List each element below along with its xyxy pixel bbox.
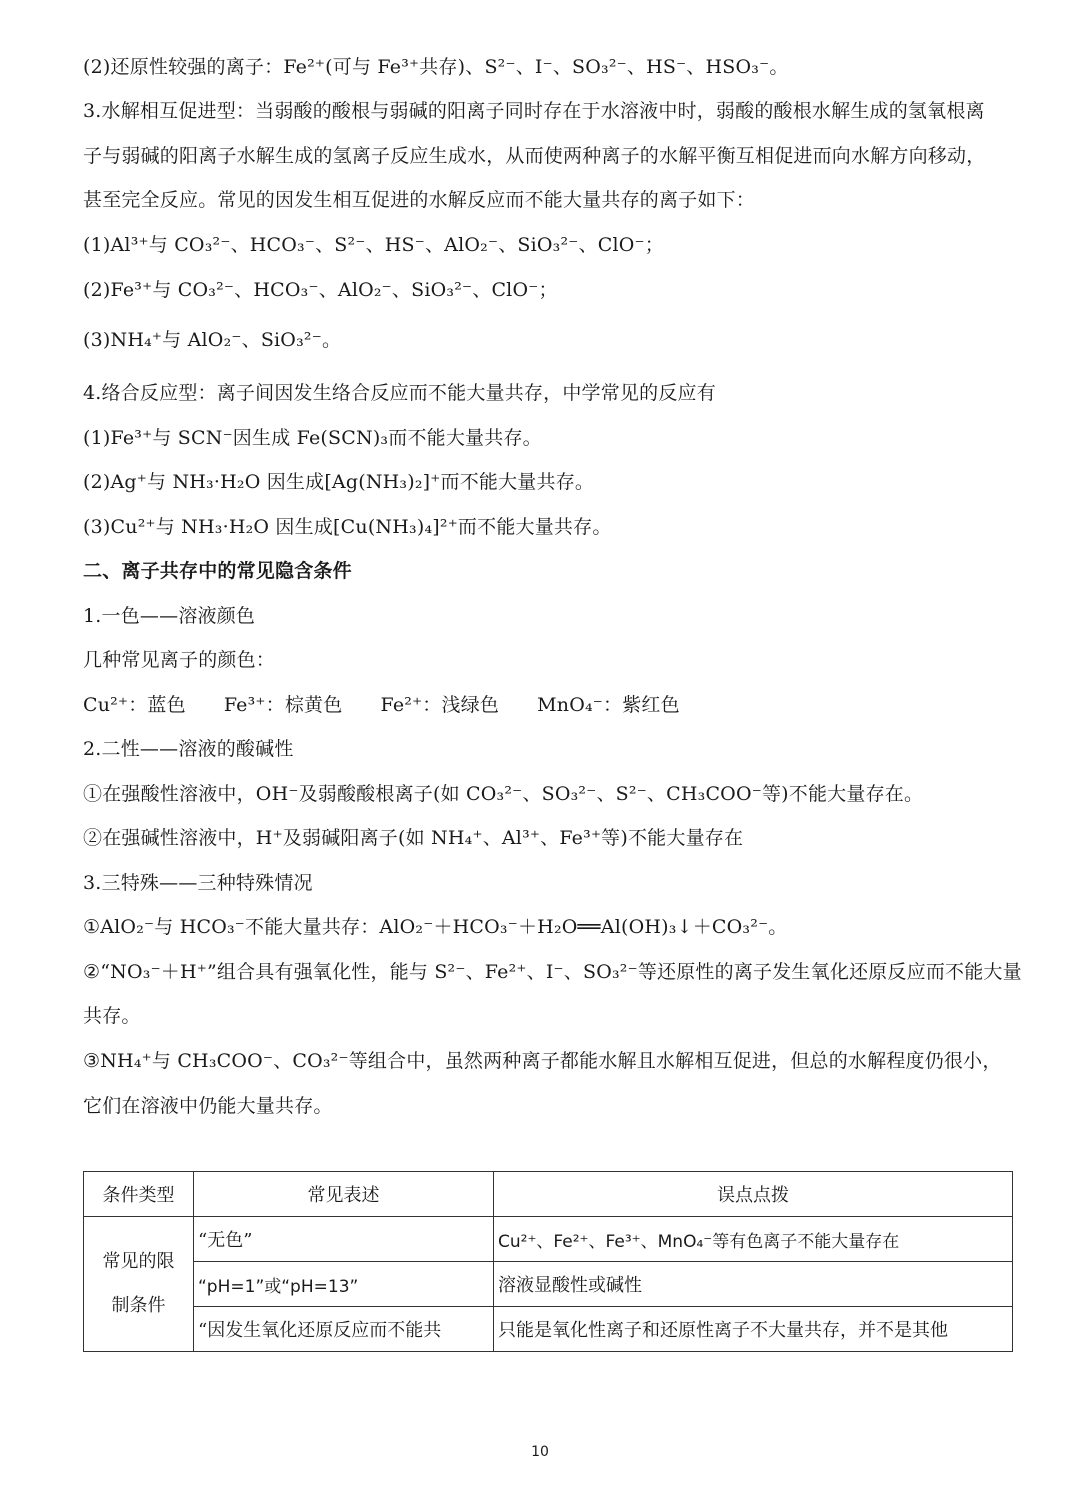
paragraph-line: 3.三特殊——三种特殊情况 (83, 872, 313, 894)
paragraph-line: 它们在溶液中仍能大量共存。 (83, 1095, 333, 1117)
paragraph-line: (2)Ag⁺与 NH₃·H₂O 因生成[Ag(NH₃)₂]⁺而不能大量共存。 (83, 471, 595, 493)
table-cell-expression: “无色” (194, 1217, 494, 1262)
paragraph-line: ①在强酸性溶液中，OH⁻及弱酸酸根离子(如 CO₃²⁻、SO₃²⁻、S²⁻、CH₃COO⁻等)不能大量存在。 (83, 783, 924, 805)
table-cell-expression: “pH=1”或“pH=13” (194, 1262, 494, 1307)
ion-color-fe2: Fe²⁺：浅绿色 (380, 694, 500, 716)
table-cell-expression: “因发生氧化还原反应而不能共 (194, 1307, 494, 1352)
conditions-table (83, 1171, 1013, 1352)
ion-colors-line (83, 692, 1013, 718)
paragraph-line: ②“NO₃⁻＋H⁺”组合具有强氧化性，能与 S²⁻、Fe²⁺、I⁻、SO₃²⁻等还原性的离子发生氧化还原反应而不能大量 (83, 961, 1022, 983)
paragraph-line: 甚至完全反应。常见的因发生相互促进的水解反应而不能大量共存的离子如下： (83, 189, 756, 211)
paragraph-line: 共存。 (83, 1005, 141, 1027)
paragraph-line: (1)Al³⁺与 CO₃²⁻、HCO₃⁻、S²⁻、HS⁻、AlO₂⁻、SiO₃²⁻、ClO⁻； (83, 234, 664, 256)
paragraph-line: 几种常见离子的颜色： (83, 649, 276, 671)
table-row (84, 1262, 1013, 1307)
ion-color-fe3: Fe³⁺：棕黄色 (223, 694, 343, 716)
paragraph-line: (3)NH₄⁺与 AlO₂⁻、SiO₃²⁻。 (83, 329, 342, 351)
paragraph-line: (1)Fe³⁺与 SCN⁻因生成 Fe(SCN)₃而不能大量共存。 (83, 427, 542, 449)
table-header-cell: 常见表述 (194, 1172, 494, 1217)
table-header-cell: 条件类型 (84, 1172, 194, 1217)
paragraph-line: 2.二性——溶液的酸碱性 (83, 738, 294, 760)
table-cell-tip: 只能是氧化性离子和还原性离子不大量共存，并不是其他 (494, 1307, 1013, 1352)
paragraph-line: ②在强碱性溶液中，H⁺及弱碱阳离子(如 NH₄⁺、Al³⁺、Fe³⁺等)不能大量存在 (83, 827, 744, 849)
table-row (84, 1217, 1013, 1262)
paragraph-line: ①AlO₂⁻与 HCO₃⁻不能大量共存：AlO₂⁻＋HCO₃⁻＋H₂O══Al(OH)₃↓＋CO₃²⁻。 (83, 916, 788, 938)
paragraph-line: (2)还原性较强的离子：Fe²⁺(可与 Fe³⁺共存)、S²⁻、I⁻、SO₃²⁻、HS⁻、HSO₃⁻。 (83, 56, 789, 78)
ion-color-cu: Cu²⁺：蓝色 (83, 694, 186, 716)
table-group-label: 常见的限制条件 (84, 1217, 194, 1352)
table-row (84, 1307, 1013, 1352)
paragraph-line: (2)Fe³⁺与 CO₃²⁻、HCO₃⁻、AlO₂⁻、SiO₃²⁻、ClO⁻； (83, 279, 558, 301)
section-heading: 二、离子共存中的常见隐含条件 (83, 560, 352, 582)
paragraph-line: ③NH₄⁺与 CH₃COO⁻、CO₃²⁻等组合中，虽然两种离子都能水解且水解相互促进，但总的水解程度仍很小， (83, 1050, 1002, 1072)
table-header-cell: 误点点拨 (494, 1172, 1013, 1217)
table-header-row (84, 1172, 1013, 1217)
table-cell-tip: Cu²⁺、Fe²⁺、Fe³⁺、MnO₄⁻等有色离子不能大量存在 (494, 1217, 1013, 1262)
paragraph-line: 4.络合反应型：离子间因发生络合反应而不能大量共存，中学常见的反应有 (83, 382, 716, 404)
paragraph-line: 1.一色——溶液颜色 (83, 605, 256, 627)
paragraph-line: (3)Cu²⁺与 NH₃·H₂O 因生成[Cu(NH₃)₄]²⁺而不能大量共存。 (83, 516, 612, 538)
paragraph-line: 3.水解相互促进型：当弱酸的酸根与弱碱的阳离子同时存在于水溶液中时，弱酸的酸根水解生成的氢氧根离 (83, 100, 985, 122)
page-number: 10 (531, 1444, 549, 1460)
table-cell-tip: 溶液显酸性或碱性 (494, 1262, 1013, 1307)
ion-color-mno4: MnO₄⁻：紫红色 (537, 694, 680, 716)
paragraph-line: 子与弱碱的阳离子水解生成的氢离子反应生成水，从而使两种离子的水解平衡互相促进而向水解方向移动， (83, 145, 986, 167)
